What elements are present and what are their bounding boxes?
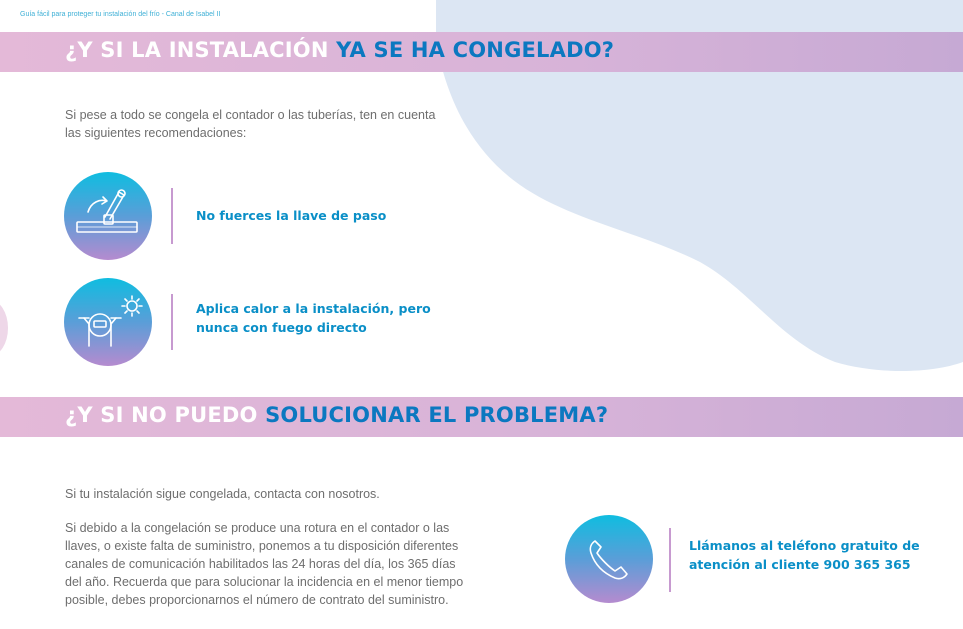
contact-divider bbox=[669, 528, 671, 592]
contact-phone-text: Llámanos al teléfono gratuito de atención al cliente 900 365 365 bbox=[689, 538, 920, 572]
section-title-blue: SOLUCIONAR EL PROBLEMA? bbox=[265, 403, 609, 427]
page-header: Guía fácil para proteger tu instalación del frío - Canal de Isabel II bbox=[20, 11, 221, 18]
tip-text-heat: Aplica calor a la instalación, pero nunca con fuego directo bbox=[196, 301, 431, 335]
info-paragraph: Si debido a la congelación se produce una rotura en el contador o las llaves, o existe falta de suministro, ponemos a tu disposición diferentes canales de comunicación habilitados las 24 horas del día, los 365 días del año. Recuerda que para solucionar la incidencia en el menor tiempo posible, debes proporcionarnos el número de contrato del suministro. bbox=[65, 521, 464, 607]
section-band-problem bbox=[0, 397, 963, 437]
phone-icon bbox=[565, 515, 653, 603]
section-title-frozen bbox=[65, 38, 614, 62]
section-title-white: ¿Y SI LA INSTALACIÓN bbox=[65, 38, 337, 62]
contact-paragraph: Si tu instalación sigue congelada, contacta con nosotros. bbox=[65, 487, 380, 501]
meter-heat-icon bbox=[64, 278, 152, 366]
section-title-white: ¿Y SI NO PUEDO bbox=[65, 403, 266, 427]
intro-paragraph: Si pese a todo se congela el contador o las tuberías, ten en cuenta las siguientes recomendaciones: bbox=[65, 108, 436, 140]
valve-wrench-icon bbox=[64, 172, 152, 260]
section-band-frozen bbox=[0, 32, 963, 72]
section-title-problem bbox=[65, 403, 608, 427]
tip-text-valve: No fuerces la llave de paso bbox=[196, 208, 387, 223]
section-title-blue: YA SE HA CONGELADO? bbox=[336, 38, 615, 62]
tip-divider bbox=[171, 188, 173, 244]
tip-divider bbox=[171, 294, 173, 350]
